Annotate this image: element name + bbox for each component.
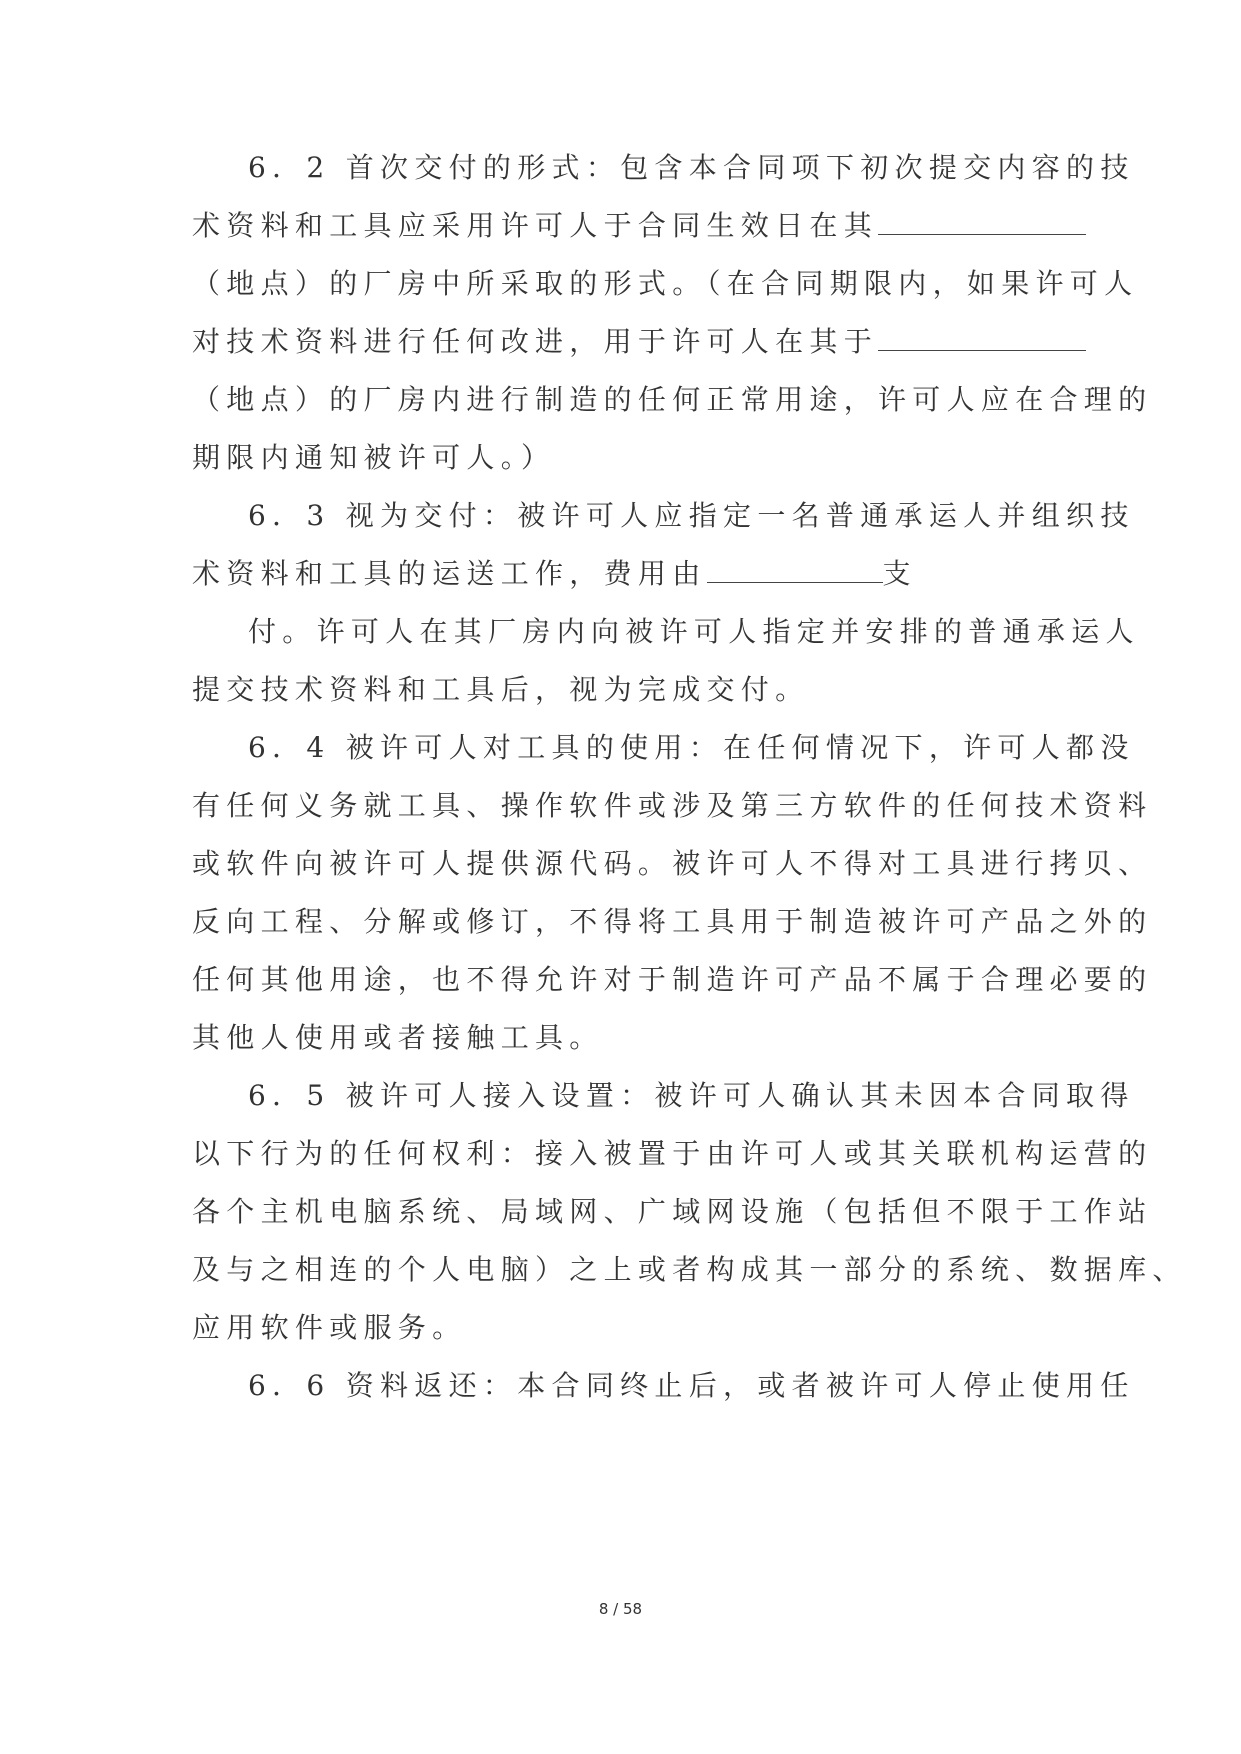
fill-blank-payer[interactable] (707, 558, 883, 583)
clause-6-2-line-6: 期限内通知被许可人。） (192, 441, 556, 474)
clause-6-4-line-5: 任何其他用途，也不得允许对于制造许可产品不属于合理必要的 (192, 963, 1153, 996)
clause-6-2-line-5: （地点）的厂房内进行制造的任何正常用途，许可人应在合理的 (192, 383, 1153, 416)
clause-6-4-line-3: 或软件向被许可人提供源代码。被许可人不得对工具进行拷贝、 (192, 847, 1153, 880)
clause-6-2-line-2 (192, 206, 1086, 246)
clause-6-3-line-4: 提交技术资料和工具后，视为完成交付。 (192, 673, 810, 706)
page-number: 8 / 58 (598, 1600, 643, 1618)
fill-blank-location-2[interactable] (878, 326, 1086, 351)
clause-6-3-line-2-text: 术资料和工具的运送工作，费用由 (192, 557, 707, 590)
clause-6-5-line-3: 各个主机电脑系统、局域网、广域网设施（包括但不限于工作站 (192, 1195, 1153, 1228)
clause-6-4-line-6: 其他人使用或者接触工具。 (192, 1021, 604, 1054)
clause-6-4-line-1: 6．4 被许可人对工具的使用：在任何情况下，许可人都没 (248, 731, 1135, 764)
clause-6-2-line-3: （地点）的厂房中所采取的形式。（在合同期限内，如果许可人 (192, 267, 1139, 300)
clause-6-5-line-1: 6．5 被许可人接入设置：被许可人确认其未因本合同取得 (248, 1079, 1135, 1112)
clause-6-6-line-1: 6．6 资料返还：本合同终止后，或者被许可人停止使用任 (248, 1369, 1135, 1402)
clause-6-3-line-2 (192, 554, 917, 594)
clause-6-2-line-2-text: 术资料和工具应采用许可人于合同生效日在其 (192, 209, 879, 242)
clause-6-2-line-4 (192, 322, 1086, 362)
clause-6-5-line-2: 以下行为的任何权利：接入被置于由许可人或其关联机构运营的 (192, 1137, 1153, 1170)
clause-6-4-line-2: 有任何义务就工具、操作软件或涉及第三方软件的任何技术资料 (192, 789, 1153, 822)
clause-6-2-line-4-text: 对技术资料进行任何改进，用于许可人在其于 (192, 325, 879, 358)
clause-6-2-line-1: 6．2 首次交付的形式：包含本合同项下初次提交内容的技 (248, 151, 1135, 184)
clause-6-4-line-4: 反向工程、分解或修订，不得将工具用于制造被许可产品之外的 (192, 905, 1153, 938)
clause-6-5-line-4: 及与之相连的个人电脑）之上或者构成其一部分的系统、数据库、 (192, 1253, 1187, 1286)
clause-6-3-line-1: 6．3 视为交付：被许可人应指定一名普通承运人并组织技 (248, 499, 1135, 532)
clause-6-3-line-2-tail: 支 (882, 557, 917, 590)
fill-blank-location-1[interactable] (878, 210, 1086, 235)
clause-6-3-line-3: 付。许可人在其厂房内向被许可人指定并安排的普通承运人 (248, 615, 1140, 648)
clause-6-5-line-5: 应用软件或服务。 (192, 1311, 467, 1344)
